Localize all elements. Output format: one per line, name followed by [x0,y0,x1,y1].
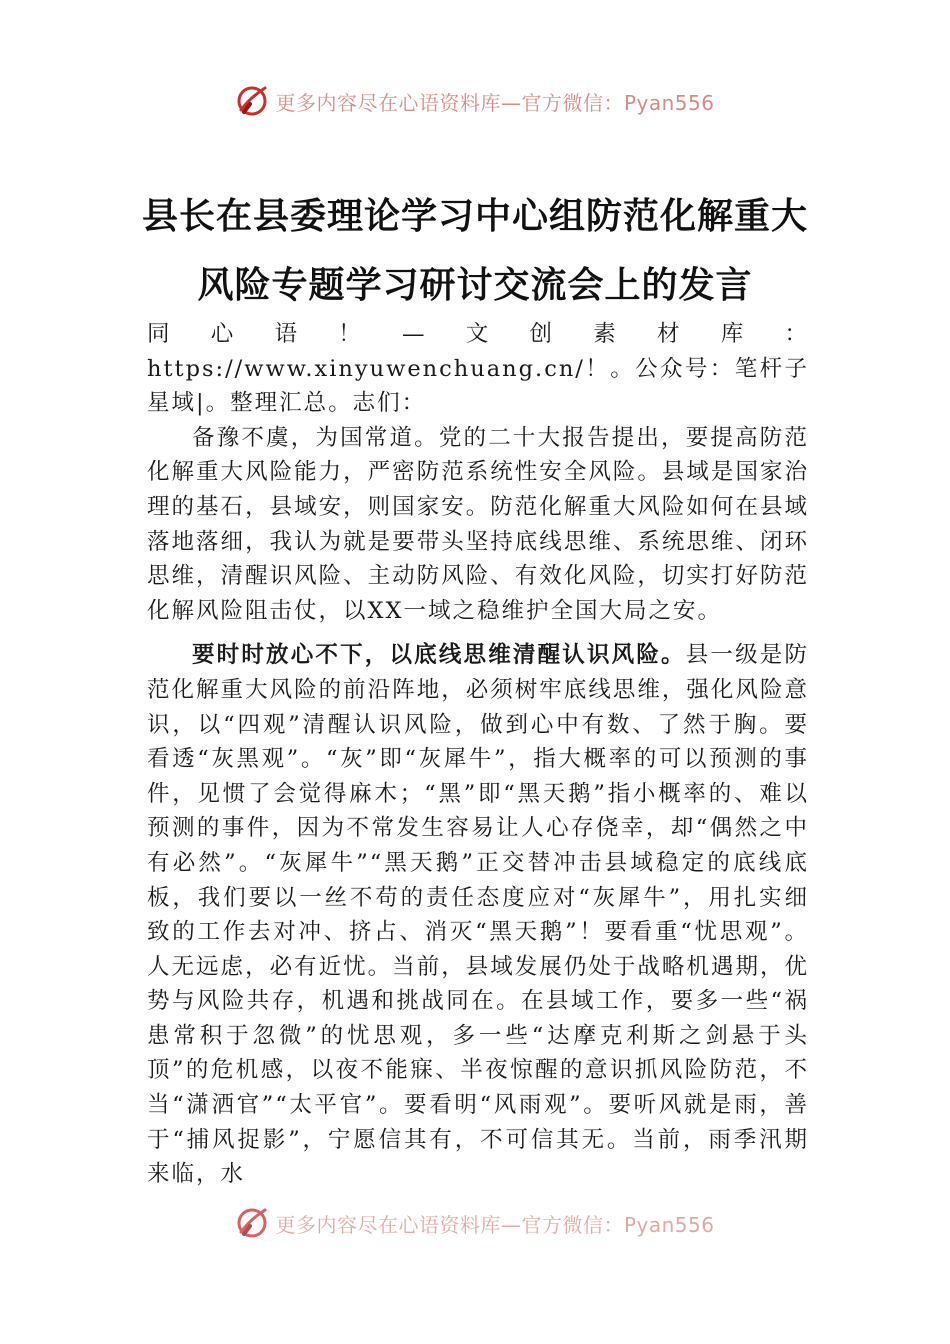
brush-logo-icon [235,1206,269,1240]
paragraph-2-lead: 要时时放心不下，以底线思维清醒认识风险。 [192,642,686,669]
watermark-text: 更多内容尽在心语资料库—官方微信：Pyan556 [275,90,715,115]
watermark-text-footer: 更多内容尽在心语资料库—官方微信：Pyan556 [275,1212,715,1237]
paragraph-2 [147,638,809,1192]
watermark-footer [0,1206,950,1240]
document-title-line2: 风险专题学习研讨交流会上的发言 [197,264,753,306]
intro-paragraph: 同心语！—文创素材库：https://www.xinyuwenchuang.cn/！。公众号：笔杆子星域|。整理汇总。志们： [147,321,809,417]
document-title-line1: 县长在县委理论学习中心组防范化解重大 [141,195,808,237]
document-body [147,317,809,1192]
paragraph-1: 备豫不虞，为国常道。党的二十大报告提出，要提高防范化解重大风险能力，严密防范系统性安全风险。县域是国家治理的基石，县域安，则国家安。防范化解重大风险如何在县域落地落细，我认为就是要带头坚持底线思维、系统思维、闭环思维，清醒识风险、主动防风险、有效化风险，切实打好防范化解风险阻击仗，以XX一域之稳维护全国大局之安。 [147,424,809,624]
paragraph-2-body: 县一级是防范化解重大风险的前沿阵地，必须树牢底线思维，强化风险意识，以“四观”清醒认识风险，做到心中有数、了然于胸。要看透“灰黑观”。“灰”即“灰犀牛”，指大概率的可以预测的事件，见惯了会觉得麻木；“黑”即“黑天鹅”指小概率的、难以预测的事件，因为不常发生容易让人心存侥幸，却“偶然之中有必然”。“灰犀牛”“黑天鹅”正交替冲击县域稳定的底线底板，我们要以一丝不苟的责任态度应对“灰犀牛”，用扎实细致的工作去对冲、挤占、消灭“黑天鹅”！要看重“忧思观”。人无远虑，必有近忧。当前，县域发展仍处于战略机遇期，优势与风险共存，机遇和挑战同在。在县域工作，要多一些“祸患常积于忽微”的忧思观，多一些“达摩克利斯之剑悬于头顶”的危机感，以夜不能寐、半夜惊醒的意识抓风险防范，不当“潇洒官”“太平官”。要看明“风雨观”。要听风就是雨，善于“捕风捉影”，宁愿信其有，不可信其无。当前，雨季汛期来临，水 [147,642,809,1188]
